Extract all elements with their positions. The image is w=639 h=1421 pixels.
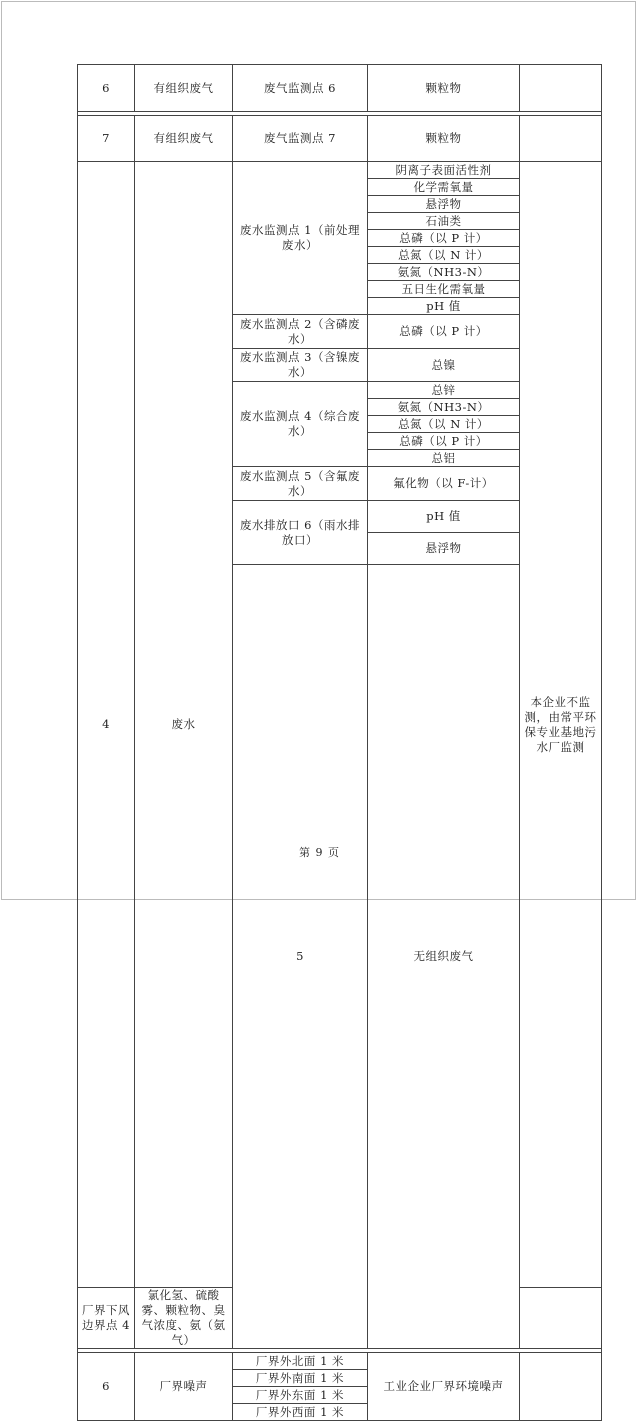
monitoring-point: 废水监测点 5（含氟废水）	[233, 467, 368, 501]
monitoring-item: 工业企业厂界环境噪声	[368, 1353, 520, 1421]
monitoring-item: 石油类	[368, 213, 520, 230]
monitoring-point: 厂界外北面 1 米	[233, 1353, 368, 1370]
monitoring-point: 厂界下风边界点 4	[78, 1288, 135, 1349]
monitoring-table	[77, 64, 602, 1421]
monitoring-item: 氯化氢、硫酸雾、颗粒物、臭气浓度、氨（氨气）	[135, 1288, 233, 1349]
pollution-category: 厂界噪声	[135, 1353, 233, 1421]
monitoring-point: 废水监测点 2（含磷废水）	[233, 315, 368, 349]
monitoring-item: 颗粒物	[368, 65, 520, 112]
monitoring-item: 氨氮（NH3-N）	[368, 264, 520, 281]
monitoring-item: 总锌	[368, 382, 520, 399]
table-row	[78, 162, 602, 179]
table-row	[78, 1353, 602, 1370]
monitoring-point: 厂界外东面 1 米	[233, 1387, 368, 1404]
monitoring-item: pH 值	[368, 501, 520, 533]
monitoring-item: 总镍	[368, 349, 520, 382]
pollution-category: 无组织废气	[368, 565, 520, 1349]
remark	[520, 116, 602, 162]
monitoring-item: 总氮（以 N 计）	[368, 247, 520, 264]
row-number: 6	[78, 1353, 135, 1421]
monitoring-item: 颗粒物	[368, 116, 520, 162]
row-number: 4	[78, 162, 135, 1288]
pollution-category: 有组织废气	[135, 65, 233, 112]
monitoring-item: 氟化物（以 F-计）	[368, 467, 520, 501]
remark	[520, 1353, 602, 1421]
monitoring-point: 废水监测点 4（综合废水）	[233, 382, 368, 467]
monitoring-item: 阴离子表面活性剂	[368, 162, 520, 179]
monitoring-item: 总磷（以 P 计）	[368, 230, 520, 247]
monitoring-item: 总磷（以 P 计）	[368, 433, 520, 450]
monitoring-item: 总磷（以 P 计）	[368, 315, 520, 349]
monitoring-point: 厂界外南面 1 米	[233, 1370, 368, 1387]
monitoring-item: 悬浮物	[368, 196, 520, 213]
monitoring-point: 废水监测点 3（含镍废水）	[233, 349, 368, 382]
pollution-category: 有组织废气	[135, 116, 233, 162]
monitoring-item: 悬浮物	[368, 533, 520, 565]
monitoring-item: 氨氮（NH3-N）	[368, 399, 520, 416]
row-number: 5	[233, 565, 368, 1349]
monitoring-point: 废水排放口 6（雨水排放口）	[233, 501, 368, 565]
monitoring-point: 厂界外西面 1 米	[233, 1404, 368, 1421]
row-number: 6	[78, 65, 135, 112]
pollution-category: 废水	[135, 162, 233, 1288]
monitoring-item: 总氮（以 N 计）	[368, 416, 520, 433]
remark: 本企业不监测，由常平环保专业基地污水厂监测	[520, 162, 602, 1288]
monitoring-point: 废气监测点 6	[233, 65, 368, 112]
monitoring-item: pH 值	[368, 298, 520, 315]
monitoring-point: 废水监测点 1（前处理废水）	[233, 162, 368, 315]
monitoring-point: 废气监测点 7	[233, 116, 368, 162]
table-row	[78, 116, 602, 162]
monitoring-item: 化学需氧量	[368, 179, 520, 196]
remark	[520, 65, 602, 112]
monitoring-item: 五日生化需氧量	[368, 281, 520, 298]
row-number: 7	[78, 116, 135, 162]
page-number: 第 9 页	[299, 846, 340, 859]
monitoring-item: 总铝	[368, 450, 520, 467]
table-row	[78, 65, 602, 112]
